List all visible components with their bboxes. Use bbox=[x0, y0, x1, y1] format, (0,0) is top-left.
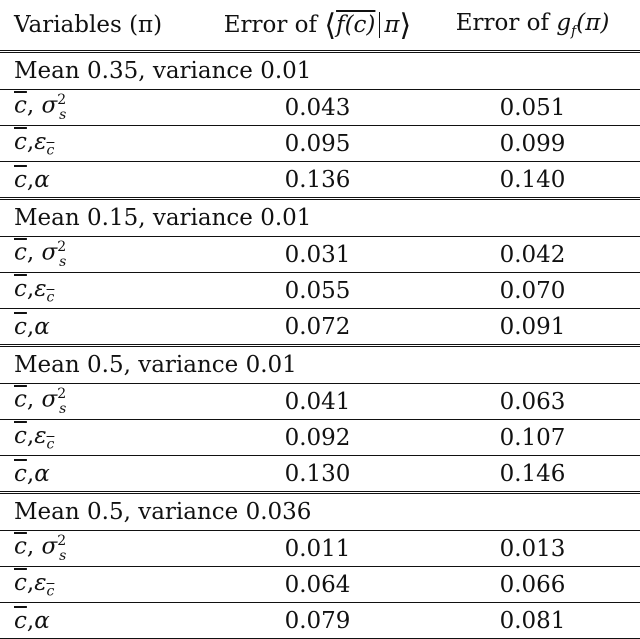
error-f-cell: 0.031 bbox=[210, 237, 425, 273]
variable-cell: $\overline{c},\alpha$ bbox=[0, 309, 210, 346]
error-f-cell: 0.043 bbox=[210, 90, 425, 126]
section-title: Mean 0.35, variance 0.01 bbox=[0, 52, 640, 90]
variable-cell: $\overline{c},\varepsilon_{\overline{c}}$ bbox=[0, 126, 210, 162]
error-f-cell: 0.072 bbox=[210, 309, 425, 346]
table-row bbox=[0, 603, 640, 639]
error-g-cell: 0.107 bbox=[425, 420, 640, 456]
header-error-g: Error of $g_f(\pi)$ bbox=[425, 0, 640, 52]
error-f-cell: 0.136 bbox=[210, 162, 425, 199]
error-g-cell: 0.066 bbox=[425, 567, 640, 603]
table-row bbox=[0, 531, 640, 567]
variable-cell: $\overline{c}$, $\sigma^2_s$ bbox=[0, 384, 210, 420]
table-row bbox=[0, 273, 640, 309]
section-title: Mean 0.15, variance 0.01 bbox=[0, 199, 640, 237]
table-body bbox=[0, 52, 640, 639]
table-row bbox=[0, 420, 640, 456]
table-row bbox=[0, 456, 640, 493]
table-row bbox=[0, 162, 640, 199]
error-f-cell: 0.041 bbox=[210, 384, 425, 420]
error-g-cell: 0.140 bbox=[425, 162, 640, 199]
header-row bbox=[0, 0, 640, 52]
error-g-cell: 0.146 bbox=[425, 456, 640, 493]
error-f-cell: 0.055 bbox=[210, 273, 425, 309]
error-g-cell: 0.081 bbox=[425, 603, 640, 639]
section-header-row bbox=[0, 199, 640, 237]
error-g-cell: 0.070 bbox=[425, 273, 640, 309]
variable-cell: $\overline{c},\alpha$ bbox=[0, 603, 210, 639]
section-title: Mean 0.5, variance 0.01 bbox=[0, 346, 640, 384]
error-g-cell: 0.013 bbox=[425, 531, 640, 567]
error-g-cell: 0.063 bbox=[425, 384, 640, 420]
variable-cell: $\overline{c}$, $\sigma^2_s$ bbox=[0, 90, 210, 126]
error-f-cell: 0.064 bbox=[210, 567, 425, 603]
error-f-cell: 0.092 bbox=[210, 420, 425, 456]
section-header-row bbox=[0, 346, 640, 384]
error-g-cell: 0.042 bbox=[425, 237, 640, 273]
table-row bbox=[0, 126, 640, 162]
table-row bbox=[0, 90, 640, 126]
variable-cell: $\overline{c}$, $\sigma^2_s$ bbox=[0, 531, 210, 567]
section-header-row bbox=[0, 493, 640, 531]
error-f-cell: 0.079 bbox=[210, 603, 425, 639]
variable-cell: $\overline{c},\varepsilon_{\overline{c}}$ bbox=[0, 567, 210, 603]
error-f-cell: 0.011 bbox=[210, 531, 425, 567]
table-row bbox=[0, 309, 640, 346]
table-row bbox=[0, 237, 640, 273]
variable-cell: $\overline{c},\varepsilon_{\overline{c}}$ bbox=[0, 420, 210, 456]
error-g-cell: 0.091 bbox=[425, 309, 640, 346]
error-f-cell: 0.095 bbox=[210, 126, 425, 162]
header-variables: Variables (π) bbox=[0, 0, 210, 52]
variable-cell: $\overline{c},\alpha$ bbox=[0, 456, 210, 493]
variable-cell: $\overline{c},\varepsilon_{\overline{c}}$ bbox=[0, 273, 210, 309]
variable-cell: $\overline{c},\alpha$ bbox=[0, 162, 210, 199]
section-header-row bbox=[0, 52, 640, 90]
error-f-cell: 0.130 bbox=[210, 456, 425, 493]
variable-cell: $\overline{c}$, $\sigma^2_s$ bbox=[0, 237, 210, 273]
header-error-f: Error of ⟨f(c) π⟩ bbox=[210, 0, 425, 52]
table-row bbox=[0, 567, 640, 603]
error-g-cell: 0.051 bbox=[425, 90, 640, 126]
error-g-cell: 0.099 bbox=[425, 126, 640, 162]
section-title: Mean 0.5, variance 0.036 bbox=[0, 493, 640, 531]
table-row bbox=[0, 384, 640, 420]
